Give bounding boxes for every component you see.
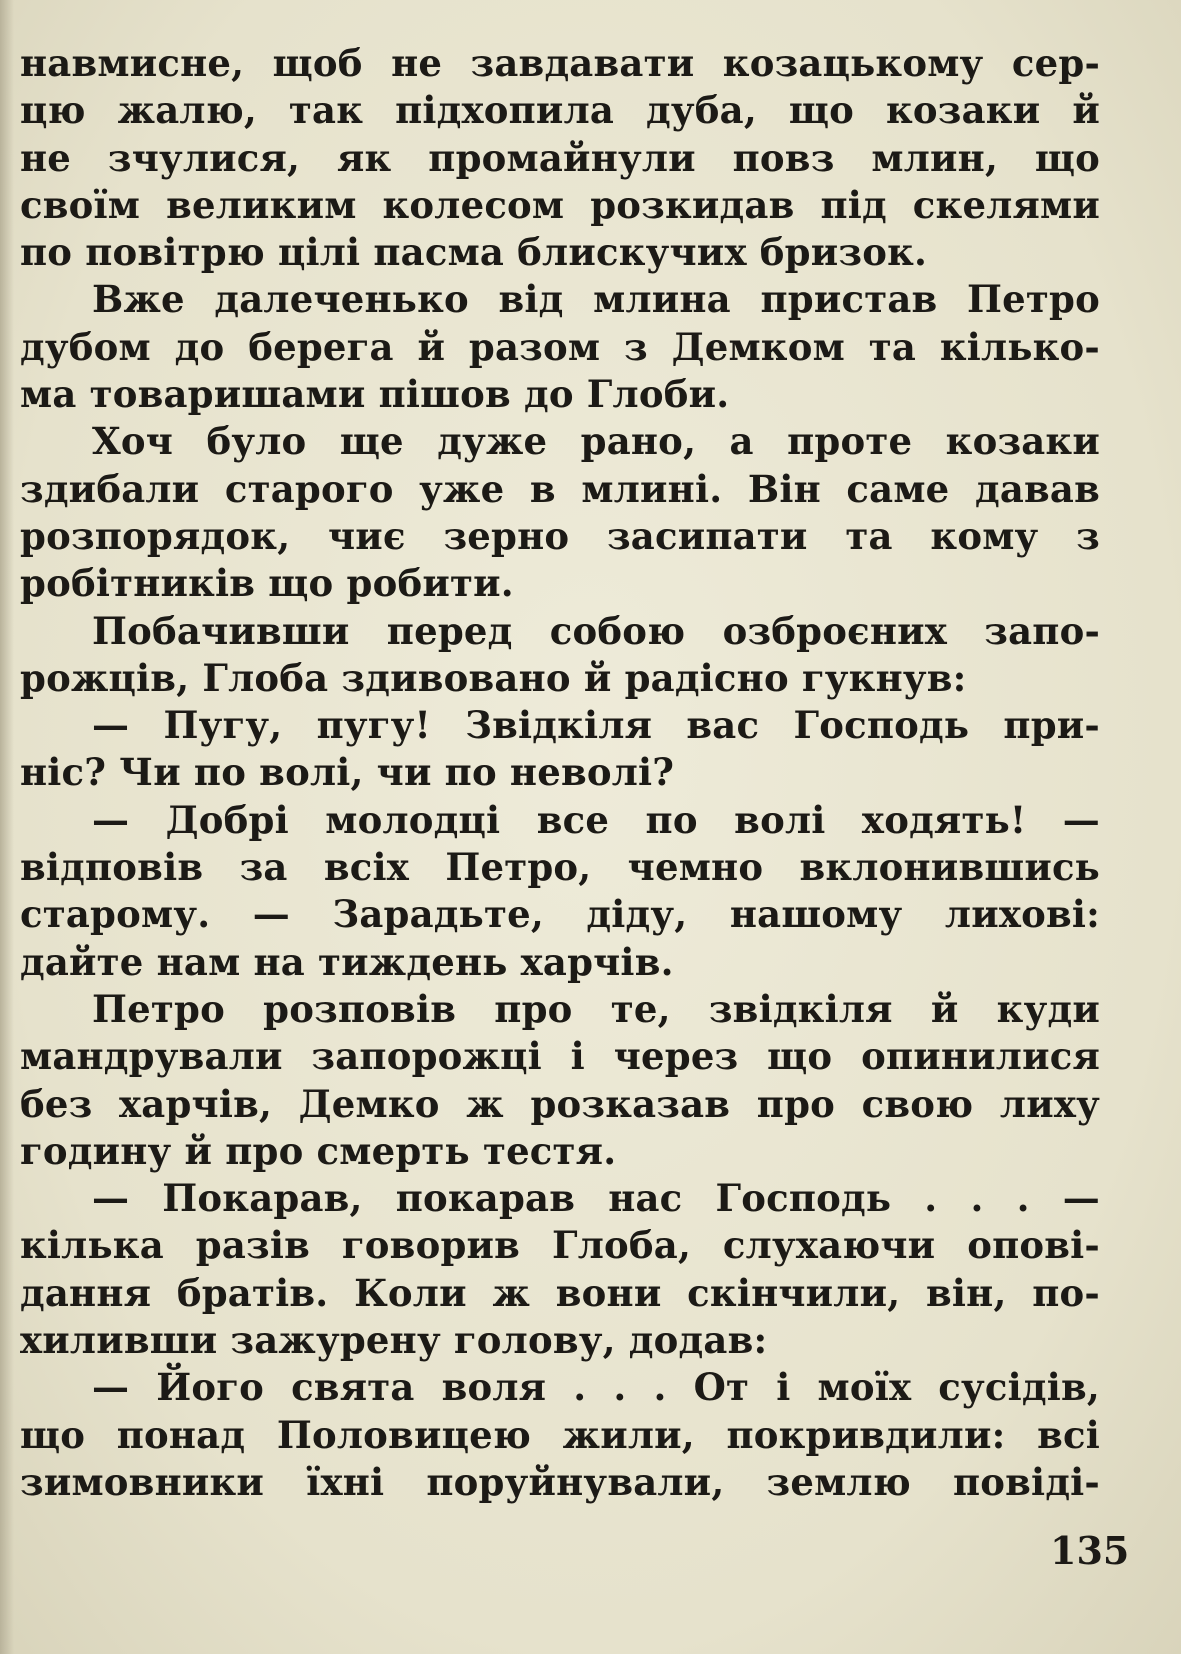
text-line: ма товаришами пішов до Глоби. [20,372,730,417]
page-number: 135 [1050,1528,1130,1573]
text-line: не зчулися, як промайнули повз млин, що [20,135,1100,180]
text-line: дубом до берега й разом з Демком та кілько- [20,324,1100,369]
paragraph-start-line: Петро розповів про те, звідкіля й куди [92,986,1100,1031]
dialogue-line: — Добрі молодці все по волі ходять! — [92,797,1100,842]
text-line: без харчів, Демко ж розказав про свою лиху [20,1081,1100,1126]
paragraph-start-line: Хоч було ще дуже рано, а проте козаки [92,419,1100,464]
text-line: відповів за всіх Петро, чемно вклонившись [20,845,1100,890]
text-line: мандрували запорожці і через що опинилися [20,1034,1100,1079]
text-line: робітників що робити. [20,561,514,606]
dialogue-line: — Покарав, покарав нас Господь . . . — [92,1176,1100,1221]
text-line: хиливши зажурену голову, додав: [20,1318,768,1363]
text-line: годину й про смерть тестя. [20,1128,617,1173]
text-line: зимовники їхні поруйнували, землю повіді- [20,1459,1100,1504]
text-line: кілька разів говорив Глоба, слухаючи опові- [20,1223,1100,1268]
text-line: дання братів. Коли ж вони скінчили, він, по- [20,1270,1100,1315]
text-line: що понад Половицею жили, покривдили: всі [20,1412,1100,1457]
paragraph-start-line: Вже далеченько від млина пристав Петро [92,277,1100,322]
dialogue-line: — Його свята воля . . . От і моїх сусідів, [92,1365,1100,1410]
text-line: цю жалю, так підхопила дуба, що козаки й [20,88,1100,133]
text-line: здибали старого уже в млині. Він саме давав [20,466,1100,511]
text-line: своїм великим колесом розкидав під скелями [20,182,1100,227]
page-binding-shadow [0,0,14,1654]
text-line: рожців, Глоба здивовано й радісно гукнув: [20,655,967,700]
text-line: старому. — Зарадьте, діду, нашому лихові: [20,892,1100,937]
paragraph-start-line: Побачивши перед собою озброєних запо- [92,608,1100,653]
dialogue-line: — Пугу, пугу! Звідкіля вас Господь при- [92,703,1100,748]
text-line: по повітрю цілі пасма блискучих бризок. [20,230,928,275]
text-line: дайте нам на тиждень харчів. [20,939,674,984]
text-line: ніс? Чи по волі, чи по неволі? [20,750,675,795]
body-text [20,40,1100,1506]
text-line: навмисне, щоб не завдавати козацькому сер- [20,41,1100,85]
text-line: розпорядок, чиє зерно засипати та кому з [20,513,1100,558]
